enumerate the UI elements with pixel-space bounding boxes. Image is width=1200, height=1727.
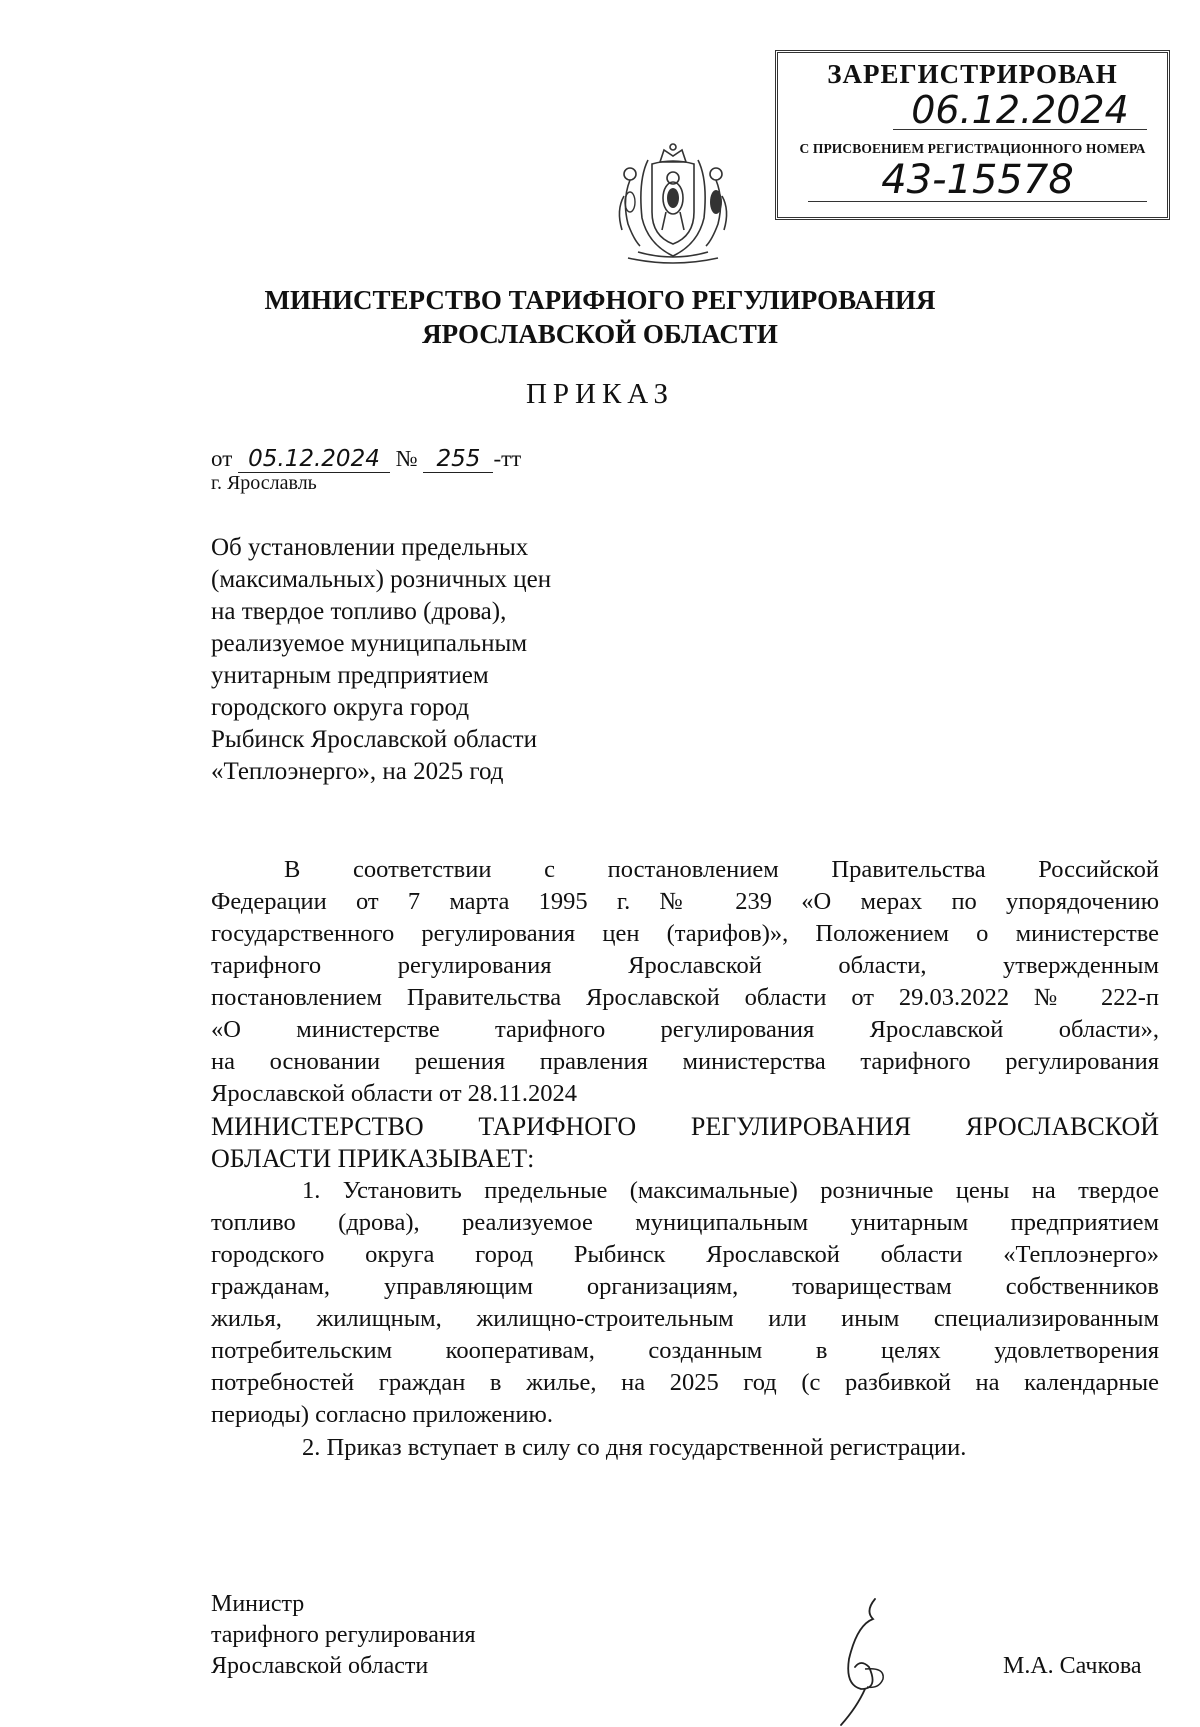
order-number: 255 (423, 446, 493, 473)
stamp-reg-number: 43-15578 (808, 155, 1147, 202)
item-line: 2. Приказ вступает в силу со дня государственной регистрации. (302, 1434, 967, 1461)
item-line: потребностей граждан в жилье, на 2025 год (с разбивкой на календарные (211, 1369, 1159, 1396)
stamp-date: 06.12.2024 (893, 89, 1147, 130)
subject-line: «Теплоэнерго», на 2025 год (211, 758, 504, 785)
preamble-line: государственного регулирования цен (тарифов)», Положением о министерстве (211, 920, 1159, 947)
position-line: Министр (211, 1591, 305, 1617)
subject-line: реализуемое муниципальным (211, 630, 528, 657)
orders-heading-line: ОБЛАСТИ ПРИКАЗЫВАЕТ: (211, 1144, 535, 1173)
order-date: 05.12.2024 (238, 446, 390, 473)
number-sign: № (395, 446, 418, 471)
order-date-number (211, 446, 521, 473)
preamble-line: постановлением Правительства Ярославской области от 29.03.2022 № 222-п (211, 984, 1159, 1011)
yaroslavl-oblast-coat-of-arms-icon (608, 140, 738, 270)
subject-line: Рыбинск Ярославской области (211, 726, 537, 753)
item-line: жилья, жилищным, жилищно-строительным или иным специализированным (211, 1305, 1159, 1332)
signatory-name: М.А. Сачкова (1003, 1653, 1142, 1679)
preamble-line: тарифного регулирования Ярославской области, утвержденным (211, 952, 1159, 979)
item-line: гражданам, управляющим организациям, товариществам собственников (211, 1273, 1159, 1300)
date-prefix: от (211, 446, 233, 471)
position-line: Ярославской области (211, 1653, 429, 1679)
preamble-line: Федерации от 7 марта 1995 г. № 239 «О мерах по упорядочению (211, 888, 1159, 915)
preamble-line: В соответствии с постановлением Правительства Российской (284, 856, 1159, 883)
number-suffix: -тт (493, 446, 522, 471)
registration-stamp (775, 50, 1170, 220)
subject-line: Об установлении предельных (211, 534, 529, 561)
item-line: 1. Установить предельные (максимальные) розничные цены на твердое (302, 1177, 1159, 1204)
preamble-line: на основании решения правления министерства тарифного регулирования (211, 1048, 1159, 1075)
item-line: периоды) согласно приложению. (211, 1401, 553, 1428)
item-line: городского округа город Рыбинск Ярославской области «Теплоэнерго» (211, 1241, 1159, 1268)
ministry-name-line1: МИНИСТЕРСТВО ТАРИФНОГО РЕГУЛИРОВАНИЯ (264, 285, 936, 315)
subject-line: (максимальных) розничных цен (211, 566, 552, 593)
stamp-title: ЗАРЕГИСТРИРОВАН (827, 59, 1118, 89)
item-line: топливо (дрова), реализуемое муниципальным унитарным предприятием (211, 1209, 1159, 1236)
item-line: потребительским кооперативам, созданным в целях удовлетворения (211, 1337, 1159, 1364)
position-line: тарифного регулирования (211, 1622, 476, 1648)
order-item-2 (211, 1432, 1159, 1464)
orders-heading (211, 1111, 1159, 1175)
signatory-position (211, 1589, 476, 1682)
ministry-name-line2: ЯРОСЛАВСКОЙ ОБЛАСТИ (422, 319, 778, 349)
stamp-subtitle: С ПРИСВОЕНИЕМ РЕГИСТРАЦИОННОГО НОМЕРА (799, 141, 1146, 156)
order-subject (211, 532, 551, 788)
preamble-line: Ярославской области от 28.11.2024 (211, 1080, 577, 1107)
subject-line: городского округа город (211, 694, 470, 721)
order-item-1 (211, 1175, 1159, 1431)
preamble-line: «О министерстве тарифного регулирования Ярославской области», (211, 1016, 1159, 1043)
orders-heading-line: МИНИСТЕРСТВО ТАРИФНОГО РЕГУЛИРОВАНИЯ ЯРОСЛАВСКОЙ (211, 1112, 1159, 1141)
subject-line: унитарным предприятием (211, 662, 489, 689)
document-type-title: ПРИКАЗ (525, 378, 675, 410)
order-city: г. Ярославль (211, 472, 317, 494)
subject-line: на твердое топливо (дрова), (211, 598, 507, 625)
handwritten-signature (835, 1597, 925, 1727)
preamble (211, 854, 1159, 1110)
